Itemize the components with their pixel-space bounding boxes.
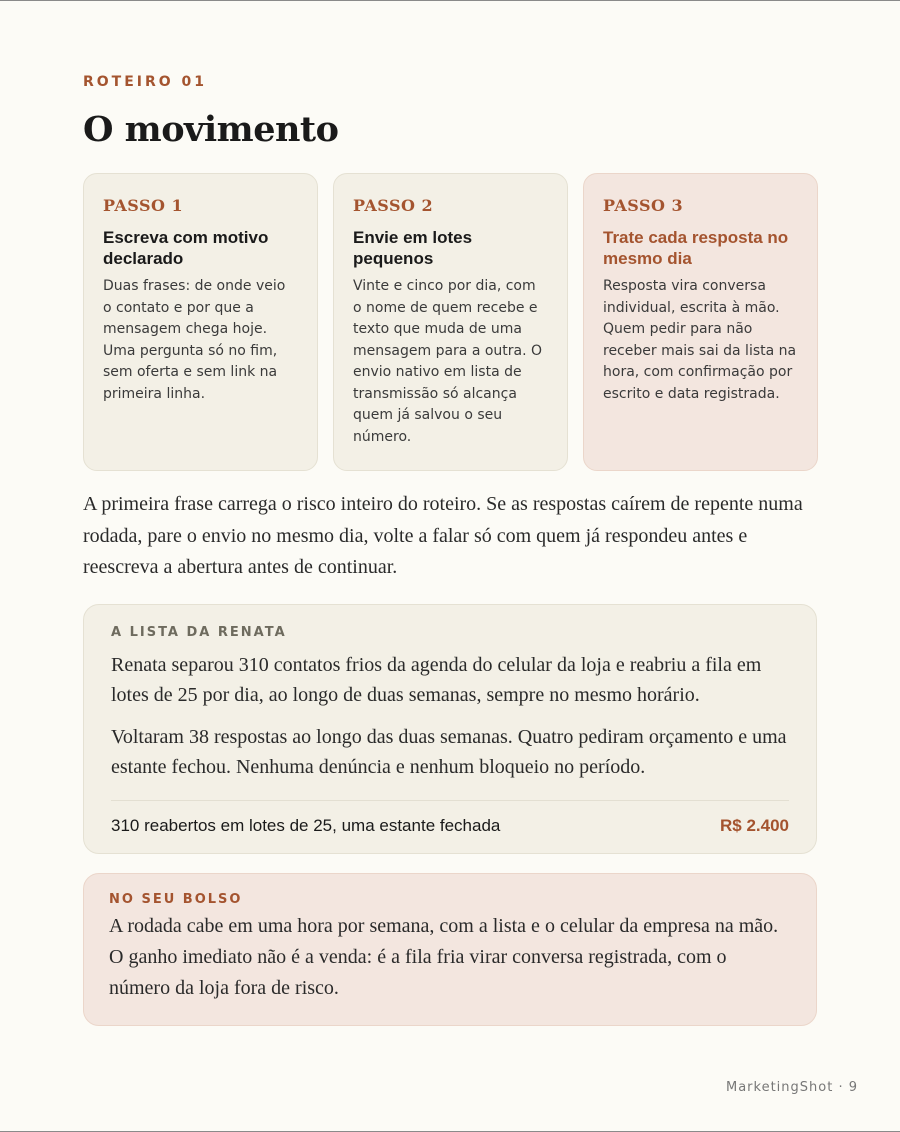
pocket-box — [83, 873, 817, 1026]
case-study-box — [83, 604, 817, 854]
step-label: PASSO 2 — [353, 196, 434, 215]
step-heading: Trate cada resposta no mesmo dia — [603, 228, 789, 268]
case-paragraph: Voltaram 38 respostas ao longo das duas semanas. Quatro pediram orçamento e uma estante fechou. Nenhuma denúncia e nenhum bloqueio no período. — [111, 726, 787, 778]
step-card-1 — [83, 173, 318, 471]
step-text: Duas frases: de onde veio o contato e por que a mensagem chega hoje. Uma pergunta só no fim, sem oferta e sem link na primeira linha. — [103, 278, 286, 402]
steps-row — [83, 173, 817, 471]
lead-paragraph: A primeira frase carrega o risco inteiro do roteiro. Se as respostas caírem de repente numa rodada, pare o envio no mesmo dia, volte a falar só com quem já respondeu antes e reescreva a abertura antes de continuar. — [83, 493, 803, 578]
case-label: A LISTA DA RENATA — [111, 625, 287, 640]
case-value: R$ 2.400 — [720, 816, 789, 835]
section-eyebrow: ROTEIRO 01 — [83, 74, 208, 90]
pocket-text: A rodada cabe em uma hora por semana, com a lista e o celular da empresa na mão. O ganho imediato não é a venda: é a fila fria virar conversa registrada, com o número da loja fora de risco. — [109, 915, 779, 999]
step-card-2 — [333, 173, 568, 471]
step-label: PASSO 3 — [603, 196, 684, 215]
step-heading: Escreva com motivo declarado — [103, 228, 269, 268]
page-title: O movimento — [83, 109, 339, 150]
case-paragraph: Renata separou 310 contatos frios da agenda do celular da loja e reabriu a fila em lotes de 25 por dia, ao longo de duas semanas, sempre no mesmo horário. — [111, 654, 762, 706]
step-text: Resposta vira conversa individual, escrita à mão. Quem pedir para não receber mais sai da lista na hora, com confirmação por escrito e data registrada. — [603, 278, 797, 402]
step-heading: Envie em lotes pequenos — [353, 228, 473, 268]
step-text: Vinte e cinco por dia, com o nome de quem recebe e texto que muda de uma mensagem para a outra. O envio nativo em lista de transmissão só alcança quem já salvou o seu número. — [353, 278, 543, 445]
case-summary-row — [111, 801, 789, 851]
step-card-3 — [583, 173, 818, 471]
step-label: PASSO 1 — [103, 196, 184, 215]
page-footer: MarketingShot · 9 — [725, 1080, 858, 1095]
case-summary: 310 reabertos em lotes de 25, uma estante fechada — [111, 816, 501, 835]
pocket-label: NO SEU BOLSO — [109, 892, 243, 907]
